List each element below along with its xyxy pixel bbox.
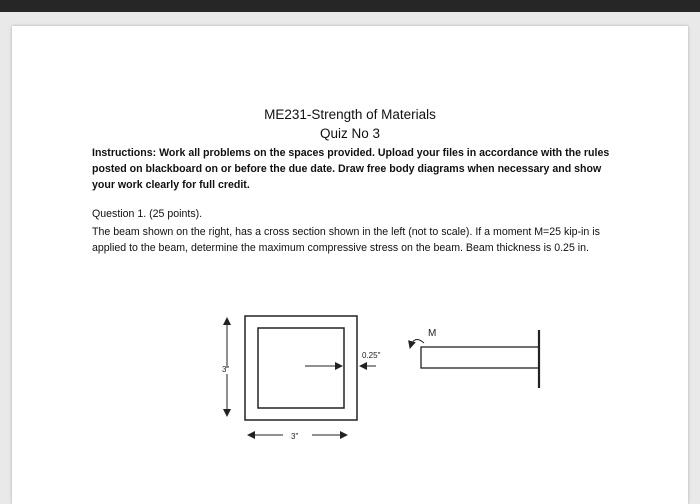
question-text: The beam shown on the right, has a cross section shown in the left (not to scale). If a moment M=25 kip-in is applied to the beam, determine the maximum compressive stress on the beam. Beam thickness is 0.25 in. — [92, 226, 600, 254]
height-label: 3" — [222, 365, 230, 374]
instructions-paragraph: Instructions: Work all problems on the spaces provided. Upload your files in accordance with the rules posted on blackboard on or before the due date. Draw free body diagrams when necessary and show your work clearly for full credit. — [92, 147, 610, 191]
moment-label: M — [428, 328, 437, 339]
question-heading: Question 1. (25 points). — [92, 208, 203, 220]
document-title: ME231-Strength of Materials — [264, 107, 436, 122]
cross-section-inner — [258, 328, 344, 408]
width-label: 3" — [291, 432, 299, 441]
thickness-label: 0.25" — [362, 351, 381, 360]
cross-section-outer — [245, 316, 357, 420]
beam — [421, 347, 539, 368]
quiz-number: Quiz No 3 — [319, 126, 381, 141]
